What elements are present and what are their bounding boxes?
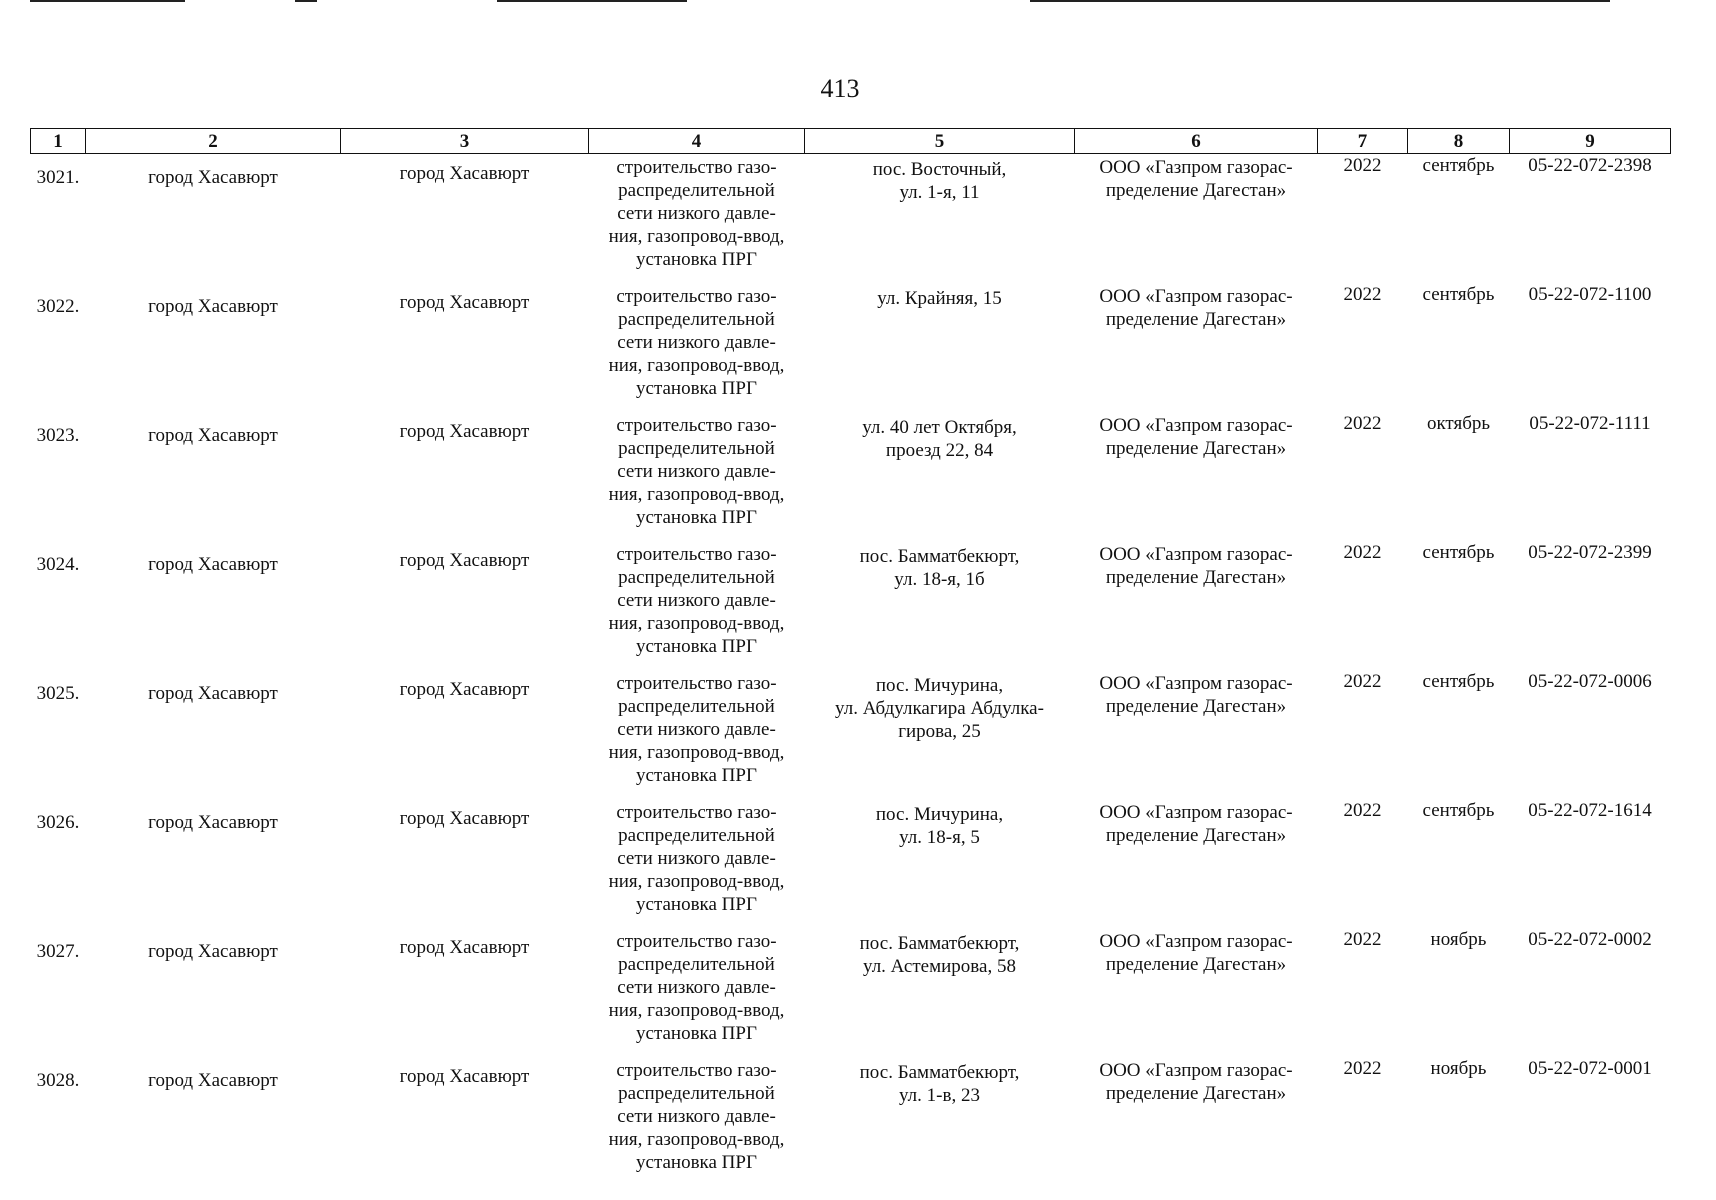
year-cell: 2022 bbox=[1343, 929, 1382, 950]
object-code-cell: 05-22-072-0002 bbox=[1528, 929, 1652, 950]
month-cell: ноябрь bbox=[1430, 1058, 1487, 1079]
address-cell-line: пос. Бамматбекюрт, bbox=[859, 1062, 1020, 1083]
scan-edge-line bbox=[295, 0, 317, 2]
municipality-cell: город Хасавюрт bbox=[148, 425, 278, 446]
work-description-cell bbox=[589, 670, 805, 799]
work-description-cell-line: распределительной bbox=[618, 309, 775, 330]
organization-cell-line: пределение Дагестан» bbox=[1105, 180, 1287, 201]
year-cell: 2022 bbox=[1343, 413, 1382, 434]
address-cell-line: пос. Бамматбекюрт, bbox=[859, 546, 1020, 567]
work-description-cell-line: ния, газопровод-ввод, bbox=[608, 871, 785, 892]
work-description-cell-line: строительство газо- bbox=[616, 931, 777, 952]
municipality-cell: город Хасавюрт bbox=[148, 296, 278, 317]
table-row bbox=[31, 928, 1671, 1057]
work-description-cell-line: строительство газо- bbox=[616, 157, 777, 178]
work-description-cell-line: установка ПРГ bbox=[636, 1152, 757, 1173]
work-description-cell-line: ния, газопровод-ввод, bbox=[608, 484, 785, 505]
organization-cell bbox=[1075, 154, 1318, 284]
column-header: 2 bbox=[86, 129, 341, 154]
work-description-cell bbox=[589, 799, 805, 928]
address-cell-line: пос. Мичурина, bbox=[875, 804, 1004, 825]
scan-edge-line bbox=[1030, 0, 1610, 2]
address-cell bbox=[805, 799, 1075, 928]
organization-cell-line: ООО «Газпром газорас- bbox=[1099, 802, 1293, 823]
table-row bbox=[31, 283, 1671, 412]
settlement-cell: город Хасавюрт bbox=[399, 1066, 530, 1087]
object-code-cell: 05-22-072-0006 bbox=[1528, 671, 1652, 692]
address-cell-line: пос. Восточный, bbox=[872, 159, 1007, 180]
address-cell-line: ул. 18-я, 1б bbox=[894, 569, 985, 590]
address-cell-line: ул. 18-я, 5 bbox=[899, 827, 980, 848]
address-cell bbox=[805, 283, 1075, 412]
address-cell bbox=[805, 928, 1075, 1057]
address-cell-line: пос. Мичурина, bbox=[875, 675, 1004, 696]
address-cell-line: проезд 22, 84 bbox=[885, 440, 994, 461]
work-description-cell bbox=[589, 928, 805, 1057]
work-description-cell-line: строительство газо- bbox=[616, 286, 777, 307]
object-code-cell: 05-22-072-2399 bbox=[1528, 542, 1652, 563]
address-cell bbox=[805, 154, 1075, 284]
settlement-cell: город Хасавюрт bbox=[399, 679, 530, 700]
work-description-cell-line: сети низкого давле- bbox=[617, 848, 776, 869]
object-code-cell: 05-22-072-2398 bbox=[1528, 155, 1652, 176]
address-cell-line: ул. 40 лет Октября, bbox=[862, 417, 1017, 438]
municipality-cell: город Хасавюрт bbox=[148, 167, 278, 188]
work-description-cell bbox=[589, 412, 805, 541]
work-description-cell-line: ния, газопровод-ввод, bbox=[608, 226, 785, 247]
object-code-cell: 05-22-072-0001 bbox=[1528, 1058, 1652, 1079]
settlement-cell: город Хасавюрт bbox=[399, 937, 530, 958]
month-cell: сентябрь bbox=[1422, 155, 1495, 176]
object-code-cell: 05-22-072-1111 bbox=[1529, 413, 1651, 434]
address-cell-line: ул. Крайняя, 15 bbox=[877, 288, 1002, 309]
work-description-cell-line: установка ПРГ bbox=[636, 507, 757, 528]
work-description-cell-line: ния, газопровод-ввод, bbox=[608, 1129, 785, 1150]
address-cell-line: ул. 1-я, 11 bbox=[899, 182, 980, 203]
address-cell bbox=[805, 1057, 1075, 1186]
row-number: 3021. bbox=[36, 167, 80, 188]
work-description-cell-line: установка ПРГ bbox=[636, 378, 757, 399]
month-cell: сентябрь bbox=[1422, 800, 1495, 821]
registry-table bbox=[30, 128, 1671, 1186]
work-description-cell-line: сети низкого давле- bbox=[617, 332, 776, 353]
row-number: 3026. bbox=[36, 812, 80, 833]
month-cell: сентябрь bbox=[1422, 542, 1495, 563]
organization-cell-line: ООО «Газпром газорас- bbox=[1099, 1060, 1293, 1081]
organization-cell-line: ООО «Газпром газорас- bbox=[1099, 286, 1293, 307]
settlement-cell: город Хасавюрт bbox=[399, 292, 530, 313]
organization-cell-line: пределение Дагестан» bbox=[1105, 1083, 1287, 1104]
table-row bbox=[31, 799, 1671, 928]
organization-cell bbox=[1075, 799, 1318, 928]
settlement-cell: город Хасавюрт bbox=[399, 163, 530, 184]
object-code-cell: 05-22-072-1100 bbox=[1528, 284, 1652, 305]
organization-cell bbox=[1075, 670, 1318, 799]
month-cell: сентябрь bbox=[1422, 671, 1495, 692]
work-description-cell-line: распределительной bbox=[618, 567, 775, 588]
row-number: 3024. bbox=[36, 554, 80, 575]
column-header: 6 bbox=[1075, 129, 1318, 154]
work-description-cell-line: строительство газо- bbox=[616, 415, 777, 436]
organization-cell-line: пределение Дагестан» bbox=[1105, 567, 1287, 588]
year-cell: 2022 bbox=[1343, 542, 1382, 563]
work-description-cell-line: распределительной bbox=[618, 696, 775, 717]
organization-cell-line: пределение Дагестан» bbox=[1105, 954, 1287, 975]
address-cell-line: пос. Бамматбекюрт, bbox=[859, 933, 1020, 954]
organization-cell bbox=[1075, 412, 1318, 541]
address-cell bbox=[805, 670, 1075, 799]
work-description-cell-line: строительство газо- bbox=[616, 673, 777, 694]
municipality-cell: город Хасавюрт bbox=[148, 1070, 278, 1091]
address-cell-line: гирова, 25 bbox=[898, 721, 981, 742]
work-description-cell-line: сети низкого давле- bbox=[617, 1106, 776, 1127]
work-description-cell-line: установка ПРГ bbox=[636, 894, 757, 915]
settlement-cell: город Хасавюрт bbox=[399, 550, 530, 571]
work-description-cell-line: сети низкого давле- bbox=[617, 977, 776, 998]
column-header: 4 bbox=[589, 129, 805, 154]
row-number: 3022. bbox=[36, 296, 80, 317]
organization-cell bbox=[1075, 283, 1318, 412]
header-row bbox=[31, 129, 1671, 154]
work-description-cell-line: распределительной bbox=[618, 438, 775, 459]
organization-cell bbox=[1075, 1057, 1318, 1186]
municipality-cell: город Хасавюрт bbox=[148, 941, 278, 962]
year-cell: 2022 bbox=[1343, 1058, 1382, 1079]
municipality-cell: город Хасавюрт bbox=[148, 812, 278, 833]
month-cell: ноябрь bbox=[1430, 929, 1487, 950]
work-description-cell-line: строительство газо- bbox=[616, 544, 777, 565]
work-description-cell-line: сети низкого давле- bbox=[617, 590, 776, 611]
column-header: 8 bbox=[1408, 129, 1510, 154]
work-description-cell bbox=[589, 1057, 805, 1186]
work-description-cell-line: установка ПРГ bbox=[636, 636, 757, 657]
municipality-cell: город Хасавюрт bbox=[148, 683, 278, 704]
municipality-cell: город Хасавюрт bbox=[148, 554, 278, 575]
column-header: 9 bbox=[1510, 129, 1671, 154]
work-description-cell bbox=[589, 154, 805, 284]
work-description-cell-line: распределительной bbox=[618, 180, 775, 201]
work-description-cell-line: установка ПРГ bbox=[636, 249, 757, 270]
organization-cell-line: ООО «Газпром газорас- bbox=[1099, 544, 1293, 565]
year-cell: 2022 bbox=[1343, 155, 1382, 176]
work-description-cell-line: сети низкого давле- bbox=[617, 203, 776, 224]
organization-cell-line: ООО «Газпром газорас- bbox=[1099, 415, 1293, 436]
table-row bbox=[31, 670, 1671, 799]
address-cell bbox=[805, 541, 1075, 670]
scan-edge-line bbox=[30, 0, 185, 2]
work-description-cell-line: распределительной bbox=[618, 1083, 775, 1104]
work-description-cell bbox=[589, 541, 805, 670]
row-number: 3028. bbox=[36, 1070, 80, 1091]
row-number: 3027. bbox=[36, 941, 80, 962]
work-description-cell-line: установка ПРГ bbox=[636, 1023, 757, 1044]
scan-edge-line bbox=[497, 0, 687, 2]
work-description-cell-line: сети низкого давле- bbox=[617, 461, 776, 482]
work-description-cell-line: строительство газо- bbox=[616, 1060, 777, 1081]
table-row bbox=[31, 1057, 1671, 1186]
year-cell: 2022 bbox=[1343, 800, 1382, 821]
organization-cell bbox=[1075, 928, 1318, 1057]
page-number: 413 bbox=[820, 74, 860, 103]
work-description-cell-line: сети низкого давле- bbox=[617, 719, 776, 740]
settlement-cell: город Хасавюрт bbox=[399, 808, 530, 829]
table-row bbox=[31, 412, 1671, 541]
work-description-cell-line: строительство газо- bbox=[616, 802, 777, 823]
work-description-cell-line: установка ПРГ bbox=[636, 765, 757, 786]
organization-cell-line: пределение Дагестан» bbox=[1105, 438, 1287, 459]
column-header: 7 bbox=[1318, 129, 1408, 154]
table-row bbox=[31, 541, 1671, 670]
work-description-cell-line: ния, газопровод-ввод, bbox=[608, 613, 785, 634]
organization-cell-line: пределение Дагестан» bbox=[1105, 309, 1287, 330]
organization-cell-line: пределение Дагестан» bbox=[1105, 825, 1287, 846]
year-cell: 2022 bbox=[1343, 284, 1382, 305]
column-header: 3 bbox=[341, 129, 589, 154]
row-number: 3025. bbox=[36, 683, 80, 704]
address-cell bbox=[805, 412, 1075, 541]
work-description-cell-line: ния, газопровод-ввод, bbox=[608, 355, 785, 376]
organization-cell bbox=[1075, 541, 1318, 670]
year-cell: 2022 bbox=[1343, 671, 1382, 692]
address-cell-line: ул. 1-в, 23 bbox=[899, 1085, 980, 1106]
work-description-cell-line: ния, газопровод-ввод, bbox=[608, 1000, 785, 1021]
organization-cell-line: пределение Дагестан» bbox=[1105, 696, 1287, 717]
organization-cell-line: ООО «Газпром газорас- bbox=[1099, 673, 1293, 694]
work-description-cell-line: ния, газопровод-ввод, bbox=[608, 742, 785, 763]
month-cell: сентябрь bbox=[1422, 284, 1495, 305]
table-row bbox=[31, 154, 1671, 284]
column-header: 1 bbox=[31, 129, 86, 154]
object-code-cell: 05-22-072-1614 bbox=[1528, 800, 1652, 821]
row-number: 3023. bbox=[36, 425, 80, 446]
column-header: 5 bbox=[805, 129, 1075, 154]
work-description-cell-line: распределительной bbox=[618, 825, 775, 846]
work-description-cell bbox=[589, 283, 805, 412]
organization-cell-line: ООО «Газпром газорас- bbox=[1099, 931, 1293, 952]
address-cell-line: ул. Астемирова, 58 bbox=[863, 956, 1016, 977]
month-cell: октябрь bbox=[1426, 413, 1491, 434]
settlement-cell: город Хасавюрт bbox=[399, 421, 530, 442]
address-cell-line: ул. Абдулкагира Абдулка- bbox=[835, 698, 1044, 719]
organization-cell-line: ООО «Газпром газорас- bbox=[1099, 157, 1293, 178]
work-description-cell-line: распределительной bbox=[618, 954, 775, 975]
